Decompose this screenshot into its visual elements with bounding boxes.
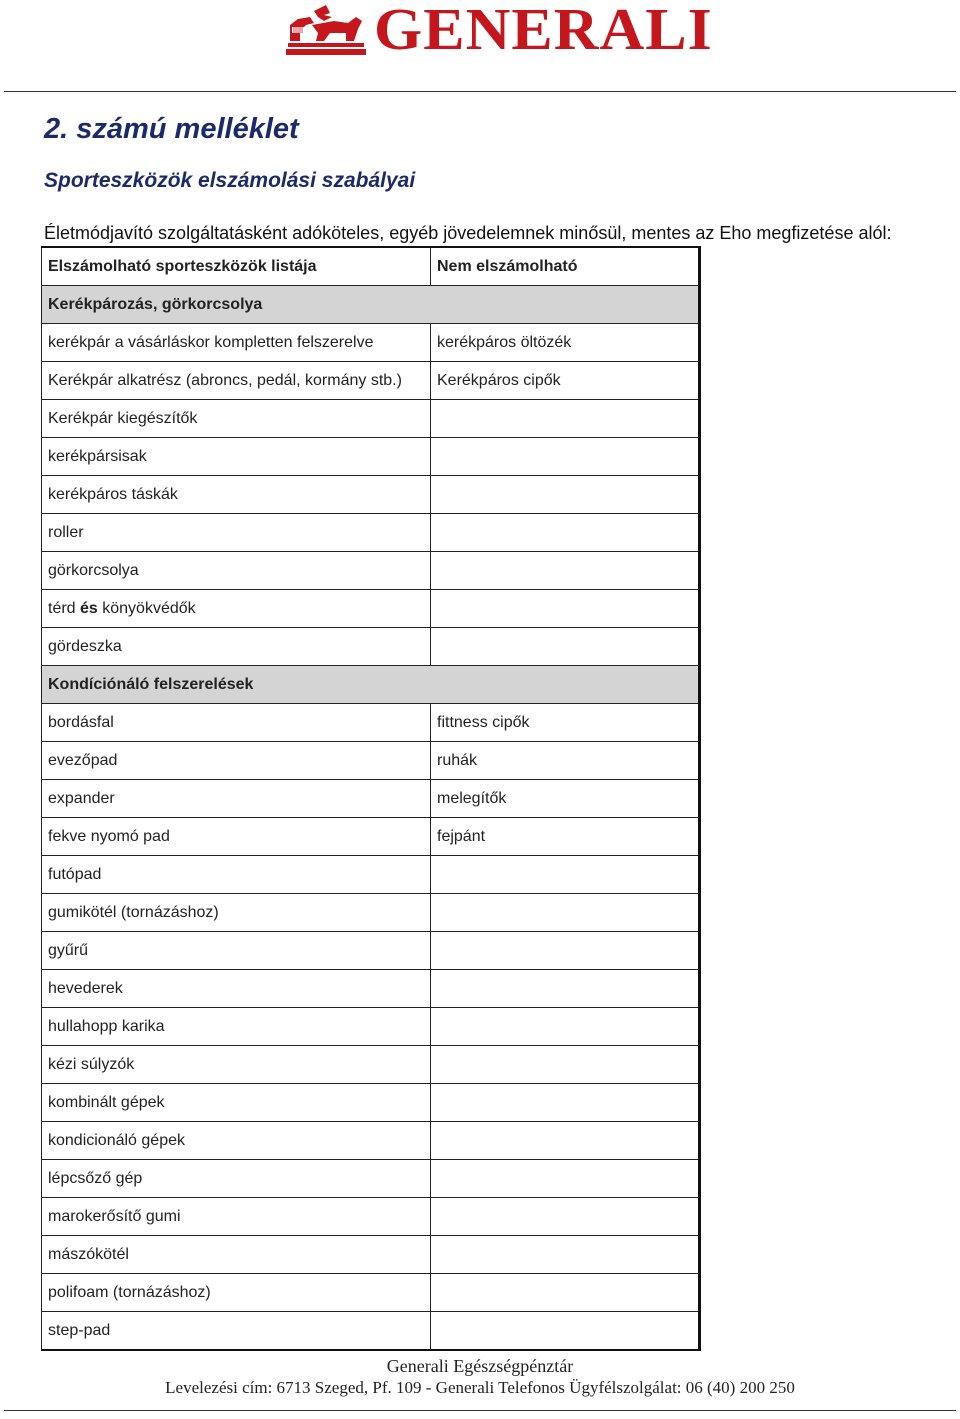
not-eligible-item xyxy=(431,628,700,666)
not-eligible-item xyxy=(431,1160,700,1198)
header-divider xyxy=(4,91,956,92)
eligible-item: fekve nyomó pad xyxy=(42,818,431,856)
section-title: Kerékpározás, görkorcsolya xyxy=(42,286,431,324)
eligible-item: kerékpár a vásárláskor kompletten felszerelve xyxy=(42,324,431,362)
not-eligible-item xyxy=(431,1084,700,1122)
table-row xyxy=(42,476,700,514)
eligible-item: hullahopp karika xyxy=(42,1008,431,1046)
not-eligible-item xyxy=(431,970,700,1008)
not-eligible-item xyxy=(431,856,700,894)
not-eligible-item xyxy=(431,438,700,476)
eligible-item: evezőpad xyxy=(42,742,431,780)
table-row xyxy=(42,362,700,400)
footer-divider xyxy=(4,1410,956,1411)
not-eligible-item: fejpánt xyxy=(431,818,700,856)
footer-contact: Levelezési cím: 6713 Szeged, Pf. 109 - Generali Telefonos Ügyfélszolgálat: 06 (40) 200 250 xyxy=(165,1378,795,1397)
table-row xyxy=(42,1236,700,1274)
eligible-item: kézi súlyzók xyxy=(42,1046,431,1084)
eligible-item: polifoam (tornázáshoz) xyxy=(42,1274,431,1312)
table-row xyxy=(42,1198,700,1236)
eligible-item: görkorcsolya xyxy=(42,552,431,590)
page-footer xyxy=(0,1355,960,1399)
generali-logo xyxy=(284,0,713,63)
not-eligible-item xyxy=(431,1122,700,1160)
table-row xyxy=(42,1084,700,1122)
eligible-item: step-pad xyxy=(42,1312,431,1351)
emphasis-text: és xyxy=(80,599,98,617)
eligible-item: kombinált gépek xyxy=(42,1084,431,1122)
table-row xyxy=(42,1046,700,1084)
not-eligible-item xyxy=(431,932,700,970)
not-eligible-item: fittness cipők xyxy=(431,704,700,742)
eligible-item: Kerékpár alkatrész (abroncs, pedál, kormány stb.) xyxy=(42,362,431,400)
eligible-item: lépcsőző gép xyxy=(42,1160,431,1198)
table-row xyxy=(42,324,700,362)
table-row xyxy=(42,856,700,894)
section-title-spacer xyxy=(431,666,700,704)
table-row xyxy=(42,1008,700,1046)
table-row xyxy=(42,628,700,666)
not-eligible-item: melegítők xyxy=(431,780,700,818)
not-eligible-item xyxy=(431,1274,700,1312)
eligible-item: hevederek xyxy=(42,970,431,1008)
table-row xyxy=(42,514,700,552)
winged-lion-icon xyxy=(284,3,368,57)
not-eligible-item xyxy=(431,1236,700,1274)
not-eligible-item: Kerékpáros cipők xyxy=(431,362,700,400)
table-row xyxy=(42,780,700,818)
page-header xyxy=(0,0,960,96)
not-eligible-item xyxy=(431,552,700,590)
section-row xyxy=(42,666,700,704)
section-row xyxy=(42,286,700,324)
eligible-item: gumikötél (tornázáshoz) xyxy=(42,894,431,932)
section-title-spacer xyxy=(431,286,700,324)
equipment-table xyxy=(41,246,701,1351)
table-row xyxy=(42,894,700,932)
logo-wordmark: GENERALI xyxy=(374,0,713,63)
eligible-item: bordásfal xyxy=(42,704,431,742)
table-row xyxy=(42,590,700,628)
table-row xyxy=(42,742,700,780)
eligible-item: marokerősítő gumi xyxy=(42,1198,431,1236)
eligible-item: térd és könyökvédők xyxy=(42,590,431,628)
header-not-eligible: Nem elszámolható xyxy=(431,247,700,286)
not-eligible-item xyxy=(431,400,700,438)
table-row xyxy=(42,552,700,590)
not-eligible-item xyxy=(431,1008,700,1046)
header-eligible: Elszámolható sporteszközök listája xyxy=(42,247,431,286)
not-eligible-item xyxy=(431,1312,700,1351)
table-row xyxy=(42,438,700,476)
page-subtitle: Sporteszközök elszámolási szabályai xyxy=(44,169,416,192)
not-eligible-item xyxy=(431,590,700,628)
page-title: 2. számú melléklet xyxy=(44,113,299,145)
not-eligible-item xyxy=(431,1198,700,1236)
intro-text: Életmódjavító szolgáltatásként adóköteles, egyéb jövedelemnek minősül, mentes az Eho megfizetése alól: xyxy=(44,223,892,243)
not-eligible-item xyxy=(431,476,700,514)
not-eligible-item xyxy=(431,514,700,552)
table-row xyxy=(42,1274,700,1312)
table-row xyxy=(42,1122,700,1160)
eligible-item: roller xyxy=(42,514,431,552)
not-eligible-item: kerékpáros öltözék xyxy=(431,324,700,362)
table-row xyxy=(42,704,700,742)
table-body xyxy=(42,286,700,1351)
eligible-item: kerékpársisak xyxy=(42,438,431,476)
table-row xyxy=(42,1312,700,1351)
table-row xyxy=(42,1160,700,1198)
eligible-item: Kerékpár kiegészítők xyxy=(42,400,431,438)
eligible-item: gyűrű xyxy=(42,932,431,970)
table-row xyxy=(42,400,700,438)
equipment-table-container xyxy=(41,246,699,1351)
table-row xyxy=(42,970,700,1008)
table-row xyxy=(42,818,700,856)
not-eligible-item: ruhák xyxy=(431,742,700,780)
eligible-item: kondicionáló gépek xyxy=(42,1122,431,1160)
table-row xyxy=(42,932,700,970)
not-eligible-item xyxy=(431,1046,700,1084)
eligible-item: kerékpáros táskák xyxy=(42,476,431,514)
not-eligible-item xyxy=(431,894,700,932)
eligible-item: gördeszka xyxy=(42,628,431,666)
footer-org-name: Generali Egészségpénztár xyxy=(386,1356,574,1376)
section-title: Kondíciónáló felszerelések xyxy=(42,666,431,704)
eligible-item: expander xyxy=(42,780,431,818)
eligible-item: futópad xyxy=(42,856,431,894)
table-header-row xyxy=(42,247,700,286)
eligible-item: mászókötél xyxy=(42,1236,431,1274)
